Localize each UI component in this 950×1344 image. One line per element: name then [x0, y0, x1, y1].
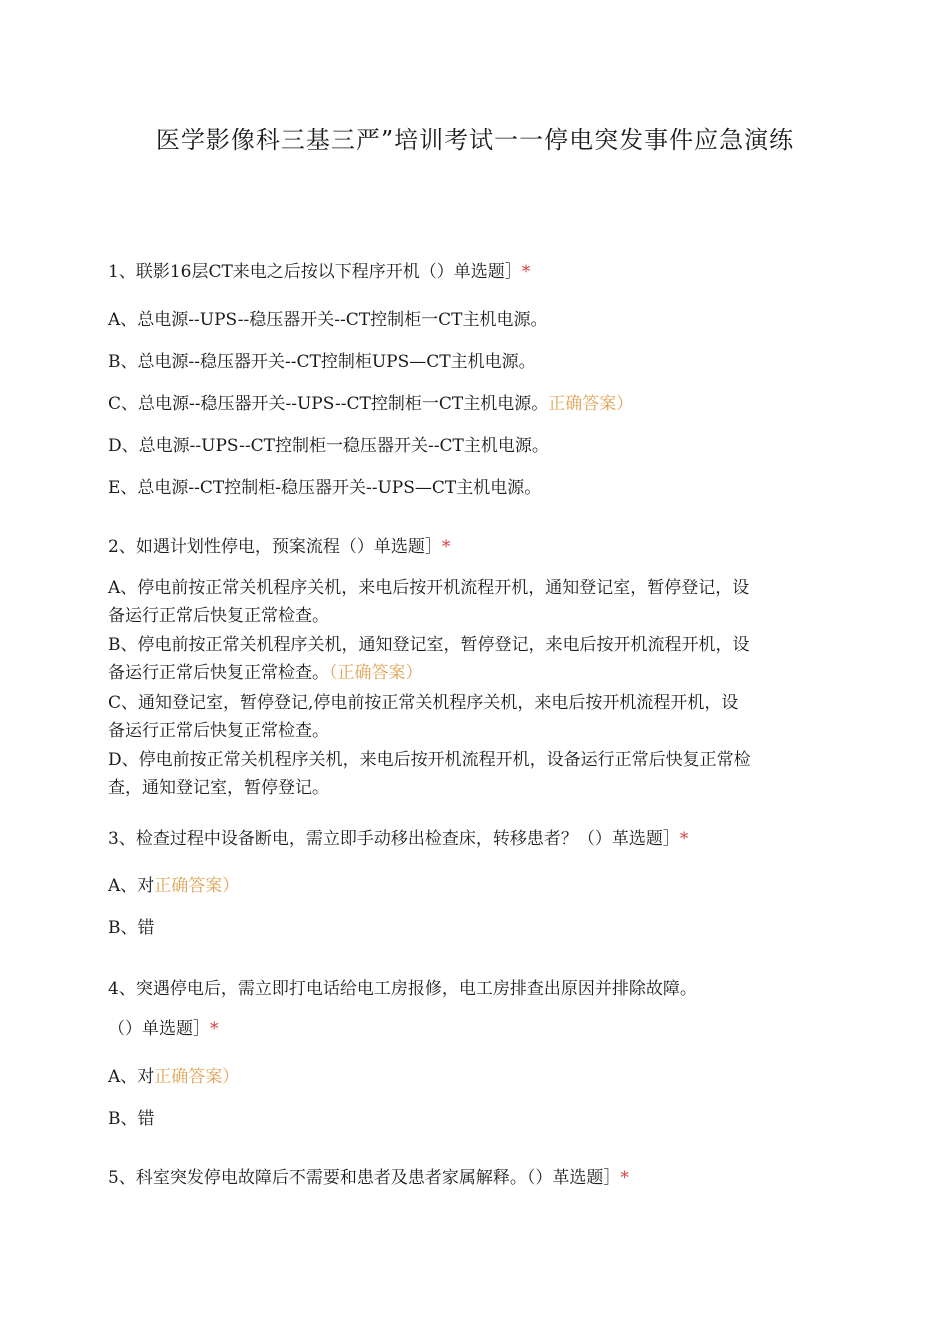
q1-option-d[interactable]: D、总电源--UPS--CT控制柜一稳压器开关--CT主机电源。 — [108, 436, 549, 456]
required-star: * — [441, 537, 451, 557]
correct-answer-mark: 正确答案） — [154, 1067, 240, 1087]
q1-option-b[interactable]: B、总电源--稳压器开关--CT控制柜UPS—CT主机电源。 — [108, 352, 536, 372]
q2-option-a[interactable]: A、停电前按正常关机程序关机，来电后按开机流程开机，通知登记室，暂停登记，设 备运行正常后快复正常检查。 — [108, 578, 750, 626]
q2-option-d[interactable]: D、停电前按正常关机程序关机，来电后按开机流程开机，设备运行正常后快复正常检 查，通知登记室，暂停登记。 — [108, 750, 751, 798]
required-star: * — [210, 1019, 219, 1039]
q1-option-c[interactable]: C、总电源--稳压器开关--UPS--CT控制柜一CT主机电源。正确答案） — [108, 394, 634, 414]
question-5-stem: 5、科室突发停电故障后不需要和患者及患者家属解释。（）革选题］* — [108, 1168, 629, 1188]
required-star: * — [679, 829, 689, 849]
q1-option-e[interactable]: E、总电源--CT控制柜-稳压器开关--UPS—CT主机电源。 — [108, 478, 542, 498]
q2-option-b[interactable]: B、停电前按正常关机程序关机，通知登记室，暂停登记，来电后按开机流程开机，设 备运行正常后快复正常检查。（正确答案） — [108, 635, 750, 683]
required-star: * — [521, 262, 531, 282]
q3-option-b[interactable]: B、错 — [108, 918, 155, 938]
required-star: * — [620, 1168, 629, 1188]
correct-answer-mark: 正确答案） — [154, 876, 240, 896]
q1-option-a[interactable]: A、总电源--UPS--稳压器开关--CT控制柜一CT主机电源。 — [108, 310, 548, 330]
q2-option-c[interactable]: C、通知登记室，暂停登记,停电前按正常关机程序关机，来电后按开机流程开机，设 备运行正常后快复正常检查。 — [108, 693, 739, 741]
correct-answer-mark: （正确答案） — [329, 663, 423, 683]
q4-option-b[interactable]: B、错 — [108, 1109, 155, 1129]
question-2-stem: 2、如遇计划性停电，预案流程（）单选题］* — [108, 537, 451, 557]
correct-answer-mark: 正确答案） — [548, 394, 634, 414]
question-1-stem: 1、联影16层CT来电之后按以下程序开机（）单选题］* — [108, 262, 531, 282]
question-4-stem-cont: （）单选题］* — [108, 1019, 219, 1039]
question-3-stem: 3、检查过程中设备断电，需立即手动移出检查床，转移患者？（）革选题］* — [108, 829, 689, 849]
q3-option-a[interactable]: A、对正确答案） — [108, 876, 240, 896]
q4-option-a[interactable]: A、对正确答案） — [108, 1067, 240, 1087]
question-4-stem: 4、突遇停电后，需立即打电话给电工房报修，电工房排查出原因并排除故障。 — [108, 979, 697, 999]
page-title: 医学影像科三基三严”培训考试一一停电突发事件应急演练 — [155, 126, 795, 154]
